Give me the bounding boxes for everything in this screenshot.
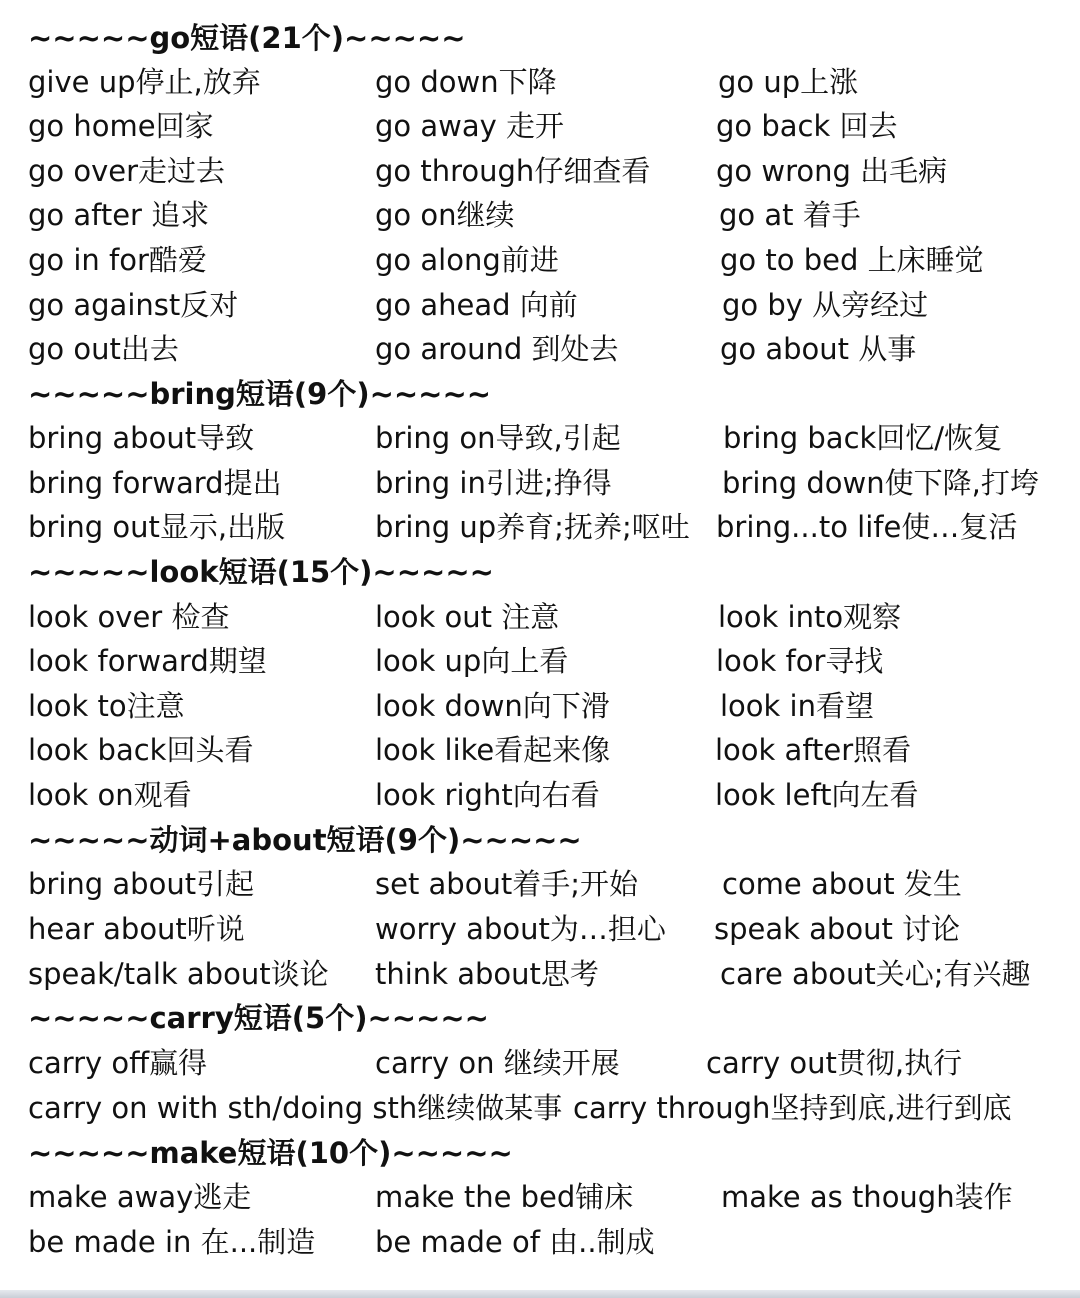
phrase-entry: go away 走开: [375, 109, 565, 143]
phrase-entry: go after 追求: [28, 198, 210, 232]
phrase-entry: set about着手;开始: [375, 867, 638, 901]
section-header-bring: [0, 372, 1080, 416]
phrase-entry: look out 注意: [375, 600, 560, 634]
section-title: ~~~~~go短语(21个)~~~~~: [28, 21, 466, 55]
phrase-entry: be made in 在...制造: [28, 1225, 316, 1259]
phrase-entry: bring down使下降,打垮: [722, 466, 1039, 500]
phrase-entry: look back回头看: [28, 733, 254, 767]
phrase-entry: go against反对: [28, 288, 239, 322]
phrase-entry: bring back回忆/恢复: [723, 421, 1003, 455]
phrase-entry: go about 从事: [720, 332, 917, 366]
phrase-entry: carry off赢得: [28, 1046, 208, 1080]
phrase-entry: go up上涨: [718, 65, 859, 99]
phrase-entry: go wrong 出毛病: [716, 154, 948, 188]
phrase-entry: bring forward提出: [28, 466, 282, 500]
phrase-entry: make as though装作: [721, 1180, 1013, 1214]
section-title: ~~~~~动词+about短语(9个)~~~~~: [28, 823, 582, 857]
phrase-entry: carry through坚持到底,进行到底: [573, 1091, 1012, 1125]
phrase-entry: look for寻找: [716, 644, 884, 678]
phrase-row: [0, 327, 1080, 371]
section-header-look: [0, 550, 1080, 594]
phrase-row: [0, 595, 1080, 639]
phrase-entry: look to注意: [28, 689, 185, 723]
phrase-entry: go around 到处去: [375, 332, 619, 366]
phrase-entry: carry on with sth/doing sth继续做某事: [28, 1091, 563, 1125]
phrase-entry: look down向下滑: [375, 689, 610, 723]
phrase-entry: look on观看: [28, 778, 192, 812]
phrase-row: [0, 1041, 1080, 1085]
phrase-entry: bring about导致: [28, 421, 255, 455]
phrase-entry: look like看起来像: [375, 733, 611, 767]
phrase-row: [0, 862, 1080, 906]
phrase-entry: carry on 继续开展: [375, 1046, 620, 1080]
section-title: ~~~~~bring短语(9个)~~~~~: [28, 377, 492, 411]
phrase-entry: go ahead 向前: [375, 288, 578, 322]
phrase-entry: bring on导致,引起: [375, 421, 621, 455]
phrase-row: [0, 1220, 1080, 1264]
phrase-entry: look forward期望: [28, 644, 267, 678]
phrase-entry: go at 着手: [719, 198, 861, 232]
phrase-entry: go down下降: [375, 65, 557, 99]
phrase-entry: hear about听说: [28, 912, 245, 946]
section-title: ~~~~~carry短语(5个)~~~~~: [28, 1001, 489, 1035]
phrase-entry: worry about为…担心: [375, 912, 666, 946]
phrase-entry: go along前进: [375, 243, 559, 277]
phrase-entry: go by 从旁经过: [722, 288, 929, 322]
phrase-row: [0, 238, 1080, 282]
section-title: ~~~~~look短语(15个)~~~~~: [28, 555, 494, 589]
phrase-entry: look over 检查: [28, 600, 230, 634]
phrase-row: [0, 149, 1080, 193]
phrase-entry: go on继续: [375, 198, 515, 232]
bottom-edge-divider: [0, 1290, 1080, 1298]
phrase-entry: give up停止,放弃: [28, 65, 261, 99]
section-title: ~~~~~make短语(10个)~~~~~: [28, 1136, 513, 1170]
section-header-go: [0, 16, 1080, 60]
phrase-row: [0, 684, 1080, 728]
phrase-entry: look left向左看: [715, 778, 919, 812]
section-header-make: [0, 1131, 1080, 1175]
phrase-row: [0, 1086, 1080, 1130]
phrase-entry: go over走过去: [28, 154, 226, 188]
phrase-row: [0, 773, 1080, 817]
phrase-row: [0, 1175, 1080, 1219]
phrase-entry: look in看望: [720, 689, 874, 723]
phrase-row: [0, 639, 1080, 683]
section-header-carry: [0, 996, 1080, 1040]
phrase-entry: go home回家: [28, 109, 214, 143]
phrase-entry: look after照看: [715, 733, 912, 767]
phrase-entry: make away逃走: [28, 1180, 252, 1214]
phrase-entry: be made of 由..制成: [375, 1225, 655, 1259]
phrase-row: [0, 728, 1080, 772]
phrase-entry: speak about 讨论: [714, 912, 961, 946]
phrase-entry: come about 发生: [722, 867, 962, 901]
phrase-row: [0, 416, 1080, 460]
phrase-row: [0, 60, 1080, 104]
phrase-entry: bring up养育;抚养;呕吐: [375, 510, 690, 544]
phrase-entry: think about思考: [375, 957, 599, 991]
phrase-entry: make the bed铺床: [375, 1180, 634, 1214]
phrase-row: [0, 283, 1080, 327]
phrase-row: [0, 461, 1080, 505]
phrase-entry: look up向上看: [375, 644, 569, 678]
section-header-about: [0, 818, 1080, 862]
phrase-entry: go out出去: [28, 332, 179, 366]
phrase-entry: go in for酷爱: [28, 243, 207, 277]
phrase-entry: look right向右看: [375, 778, 600, 812]
phrase-entry: go through仔细查看: [375, 154, 651, 188]
phrase-row: [0, 952, 1080, 996]
phrase-row: [0, 193, 1080, 237]
phrase-entry: carry out贯彻,执行: [706, 1046, 963, 1080]
phrase-entry: speak/talk about谈论: [28, 957, 329, 991]
phrase-entry: bring...to life使…复活: [716, 510, 1018, 544]
phrase-entry: bring out显示,出版: [28, 510, 286, 544]
phrase-entry: bring about引起: [28, 867, 255, 901]
phrase-entry: go back 回去: [716, 109, 898, 143]
phrase-entry: care about关心;有兴趣: [720, 957, 1031, 991]
phrase-row: [0, 505, 1080, 549]
phrase-entry: go to bed 上床睡觉: [720, 243, 984, 277]
phrase-entry: bring in引进;挣得: [375, 466, 612, 500]
phrase-entry: look into观察: [718, 600, 902, 634]
phrase-row: [0, 907, 1080, 951]
phrase-row: [0, 104, 1080, 148]
